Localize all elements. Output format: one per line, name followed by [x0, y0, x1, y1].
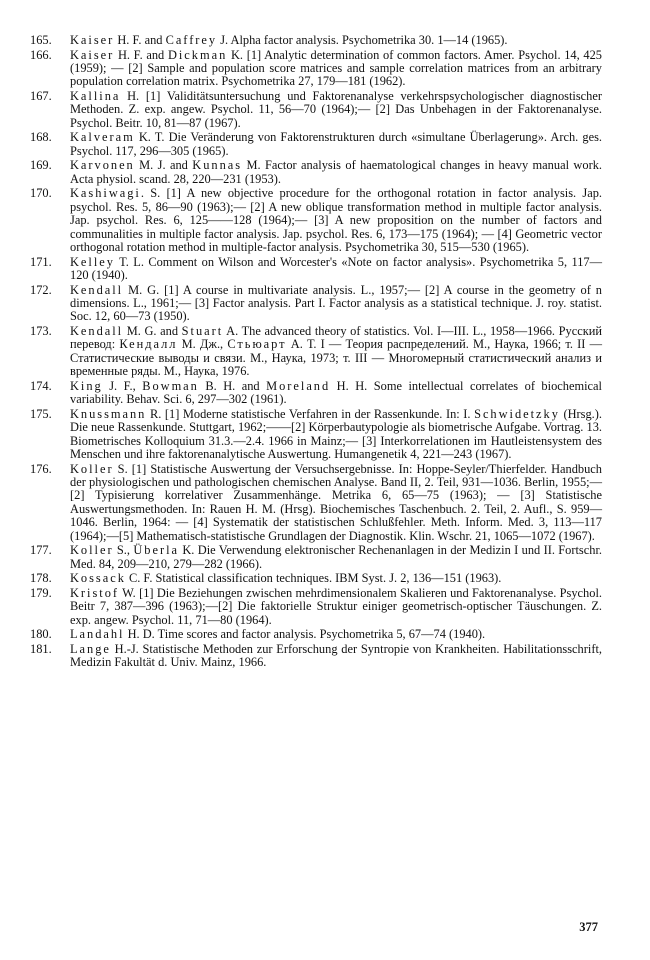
reference-number: 171.	[30, 254, 52, 269]
reference-author: Knussmann	[70, 406, 147, 421]
reference-text: A. The advanced theory of statistics. Vol. I—III. L., 1958—1966. Русский перевод:	[70, 324, 602, 352]
reference-author: Кендалл	[119, 337, 178, 352]
reference-entry	[30, 572, 602, 585]
reference-text: M. Factor analysis of haematological changes in heavy manual work. Acta physiol. scand. 28, 220—231 (1953).	[70, 158, 602, 186]
reference-number: 175.	[30, 406, 52, 421]
reference-text: M. G. and	[123, 324, 182, 339]
reference-number: 173.	[30, 324, 52, 339]
reference-number: 177.	[30, 543, 52, 558]
reference-author: Kossack	[70, 571, 126, 586]
reference-text: S.,	[113, 543, 134, 558]
reference-text: R. [1] Moderne statistische Verfahren in der Rassenkunde. In: I.	[146, 406, 475, 421]
reference-entry	[30, 380, 602, 407]
reference-entry	[30, 90, 602, 130]
reference-entry	[30, 131, 602, 158]
reference-number: 174.	[30, 378, 52, 393]
reference-author: Karvonen	[70, 158, 135, 173]
reference-author: Kunnas	[192, 158, 243, 173]
reference-text: H. [1] Validitätsuntersuchung und Faktorenanalyse verkehrspsychologischer diagnostischer Methoden. Z. exp. angew. Psychol. 11, 56—70 (1964);— [2] Das Unbehagen in der Faktorenanalyse. Psychol. Beitr. 10, 81—87 (1967).	[70, 89, 602, 130]
reference-author: Kristof	[70, 585, 119, 600]
reference-entry	[30, 284, 602, 324]
reference-author: Kaiser	[70, 33, 115, 47]
reference-author: Landahl	[70, 627, 125, 642]
reference-text: W. [1] Die Beziehungen zwischen mehrdimensionalem Skalieren und Faktorenanalyse. Psychol. Beitr 7, 387—396 (1963);—[2] Die faktorielle Struktur einiger geometrisch-optischer Täuschungen. Z. exp. angew. Psychol. 11, 71—80 (1964).	[70, 585, 602, 627]
reference-number: 179.	[30, 585, 52, 600]
reference-author: Dickman	[167, 47, 228, 62]
reference-author: Stuart	[181, 324, 224, 339]
reference-text: K. T. Die Veränderung von Faktorenstrukturen durch «simultane Überlagerung». Arch. ges. Psychol. 117, 296—305 (1965).	[70, 130, 602, 158]
reference-entry	[30, 325, 602, 379]
reference-author: Lange	[70, 641, 111, 656]
reference-text: H. F. and	[114, 33, 166, 47]
reference-entry	[30, 587, 602, 627]
reference-entry	[30, 628, 602, 641]
reference-number: 172.	[30, 282, 52, 297]
reference-entry	[30, 463, 602, 543]
reference-number: 169.	[30, 158, 52, 173]
reference-text: А. Т. I — Теория распределений. М., Наука, 1966; т. II — Статистические выводы и связи. М., Наука, 1973; т. III — Многомерный статистический анализ и временные ряды. М., Наука, 1976.	[70, 337, 602, 379]
reference-author: Kelley	[70, 254, 115, 269]
reference-number: 176.	[30, 461, 52, 476]
reference-text: H. D. Time scores and factor analysis. Psychometrika 5, 67—74 (1940).	[124, 627, 486, 642]
reference-author: Kallina	[70, 89, 121, 103]
reference-author: Стьюарт	[227, 337, 287, 352]
reference-author: Kashiwagi	[70, 186, 141, 201]
reference-text: H. H. Some intellectual correlates of biochemical variability. Behav. Sci. 6, 297—302 (1961).	[70, 378, 602, 407]
reference-entry	[30, 34, 602, 47]
reference-text: M. G. [1] A course in multivariate analysis. L., 1957;— [2] A course in the geometry of n dimensions. L., 1961;— [3] Factor analysis. Part I. Factor analysis as a statistical technique. J. roy. statist. Soc. 12, 60—73 (1950).	[70, 282, 602, 324]
reference-author: Kendall	[70, 324, 124, 339]
reference-text: S. [1] Statistische Auswertung der Versuchsergebnisse. In: Hoppe-Seyler/Thierfelder. Handbuch der physiologischen und pathologischen chemischen Analyse. Band II, 2. Teil, 931—1036. Berlin, 1955;—[2] Typisierung korrelativer Zusammenhänge. Metrika 6, 65—75 (1963); — [3] Statistische Auswertungsmethoden. In: Rauen H. M. (Hrsg). Biochemisches Taschenbuch. 2. Teil, 2. Aufl., S. 959—1046. Berlin, 1964: — [4] Systematik der statistischen Schlußfehler. Meth. Inform. Med. 3, 113—117 (1964);—[5] Mathematisch-statistische Grundlagen der Diagnostik. Klin. Wschr. 21, 1065—1072 (1967).	[70, 461, 602, 543]
reference-number: 180.	[30, 627, 52, 642]
reference-list	[30, 34, 602, 671]
reference-text: (Hrsg.). Die neue Rassenkunde. Stuttgart, 1962;——[2] Körperbautypologie als biometrische Aufgabe. Vortrag. 13. Biometrisches Kolloquium 31.3.—2.4. 1966 in Mainz;— [3] Interkorrelationen im Hautleistensystem des Menschen und ihre faktorenanalytische Auswertung. Humangenetik 4, 221—243 (1967).	[70, 406, 602, 462]
reference-text: J. Alpha factor analysis. Psychometrika 30. 1—14 (1965).	[217, 33, 508, 47]
reference-number: 181.	[30, 641, 52, 656]
reference-author: Koller	[70, 543, 114, 558]
reference-number: 167.	[30, 89, 52, 103]
reference-author: Kaiser	[70, 47, 115, 62]
reference-author: Kalveram	[70, 130, 135, 145]
reference-number: 178.	[30, 571, 52, 586]
reference-author: Schwidetzky	[474, 406, 560, 421]
reference-number: 168.	[30, 130, 52, 145]
reference-text: K. Die Verwendung elektronischer Rechenanlagen in der Medizin I und II. Fortschr. Med. 84, 209—210, 279—282 (1966).	[70, 543, 602, 571]
reference-author: Überla	[133, 543, 179, 558]
reference-number: 165.	[30, 33, 52, 47]
reference-entry	[30, 256, 602, 283]
reference-author: Bowman	[142, 378, 199, 393]
reference-text: . S. [1] A new objective procedure for the orthogonal rotation in factor analysis. Jap. psychol. Res. 5, 86—90 (1963);— [2] A new oblique transformation method in multiple factor analysis. Jap. psychol. Res. 6, 125——128 (1964);— [3] A new proposition on the number of factors and communalities in multiple factor analysis. Jap. psychol. Res. 6, 173—175 (1964); — [4] Geometric vector orthogonal rotation method in multiple-factor analysis. Psychometrika 30, 515—530 (1965).	[70, 186, 602, 255]
reference-entry	[30, 187, 602, 254]
reference-text: T. L. Comment on Wilson and Worcester's «Note on factor analysis». Psychometrika 5, 117—120 (1940).	[70, 254, 602, 283]
reference-author: King	[70, 378, 103, 393]
reference-author: Koller	[70, 461, 114, 476]
reference-text: M. J. and	[134, 158, 193, 173]
reference-number: 170.	[30, 186, 52, 201]
reference-text: C. F. Statistical classification techniques. IBM Syst. J. 2, 136—151 (1963).	[125, 571, 502, 586]
reference-entry	[30, 159, 602, 186]
reference-text: H. F. and	[114, 47, 168, 62]
page-number: 377	[579, 920, 598, 934]
reference-text: K. [1] Analytic determination of common factors. Amer. Psychol. 14, 425 (1959); — [2] Sample and population score matrices and sample correlation matrices from an arbitrary population correlation matrix. Psychometrika 27, 179—181 (1962).	[70, 47, 602, 89]
reference-author: Moreland	[266, 378, 331, 393]
reference-text: J. F.,	[102, 378, 143, 393]
reference-entry	[30, 49, 602, 89]
reference-entry	[30, 544, 602, 571]
reference-author: Caffrey	[165, 33, 218, 47]
reference-text: B. H. and	[198, 378, 267, 393]
reference-text: H.-J. Statistische Methoden zur Erforschung der Syntropie von Krankheiten. Habilitationsschrift, Medizin Fakultät d. Univ. Mainz, 1966.	[70, 641, 602, 670]
reference-text: М. Дж.,	[177, 337, 228, 352]
reference-number: 166.	[30, 47, 52, 62]
reference-entry	[30, 643, 602, 670]
reference-entry	[30, 408, 602, 462]
reference-author: Kendall	[70, 282, 124, 297]
